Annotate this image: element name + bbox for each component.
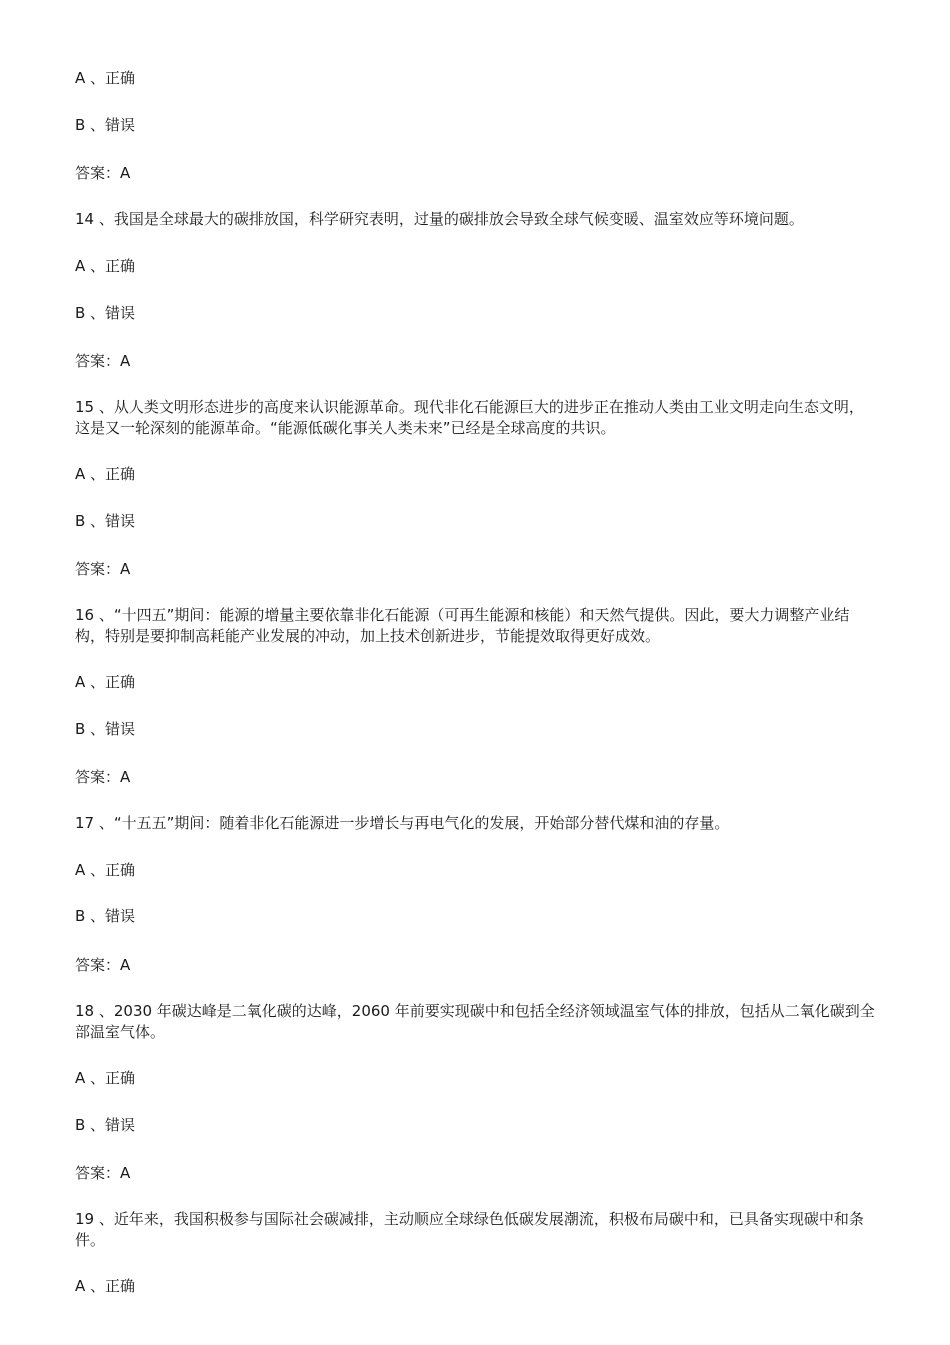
question-18: 18 、2030 年碳达峰是二氧化碳的达峰，2060 年前要实现碳中和包括全经济领域温室气体的排放，包括从二氧化碳到全部温室气体。 (75, 1002, 875, 1041)
option-a: A 、正确 (75, 257, 136, 275)
option-a: A 、正确 (75, 465, 136, 483)
answer: 答案：A (75, 352, 131, 370)
option-b: B 、错误 (75, 116, 136, 134)
question-19: 19 、近年来，我国积极参与国际社会碳减排，主动顺应全球绿色低碳发展潮流，积极布局碳中和，已具备实现碳中和条件。 (75, 1210, 864, 1249)
option-a: A 、正确 (75, 861, 136, 879)
option-b: B 、错误 (75, 720, 136, 738)
question-14: 14 、我国是全球最大的碳排放国，科学研究表明，过量的碳排放会导致全球气候变暖、温室效应等环境问题。 (75, 210, 804, 228)
question-17: 17 、“十五五”期间：随着非化石能源进一步增长与再电气化的发展，开始部分替代煤和油的存量。 (75, 814, 730, 832)
answer: 答案：A (75, 1164, 131, 1182)
option-b: B 、错误 (75, 304, 136, 322)
answer: 答案：A (75, 164, 131, 182)
answer: 答案：A (75, 956, 131, 974)
option-b: B 、错误 (75, 1116, 136, 1134)
option-b: B 、错误 (75, 907, 136, 925)
answer: 答案：A (75, 768, 131, 786)
answer: 答案：A (75, 560, 131, 578)
option-a: A 、正确 (75, 1277, 136, 1295)
question-15: 15 、从人类文明形态进步的高度来认识能源革命。现代非化石能源巨大的进步正在推动人类由工业文明走向生态文明，这是又一轮深刻的能源革命。“能源低碳化事关人类未来”已经是全球高度的共识。 (75, 398, 864, 437)
question-16: 16 、“十四五”期间：能源的增量主要依靠非化石能源（可再生能源和核能）和天然气提供。因此，要大力调整产业结构，特别是要抑制高耗能产业发展的冲动，加上技术创新进步，节能提效取得更好成效。 (75, 606, 850, 645)
option-a: A 、正确 (75, 69, 136, 87)
option-a: A 、正确 (75, 673, 136, 691)
option-b: B 、错误 (75, 512, 136, 530)
option-a: A 、正确 (75, 1069, 136, 1087)
